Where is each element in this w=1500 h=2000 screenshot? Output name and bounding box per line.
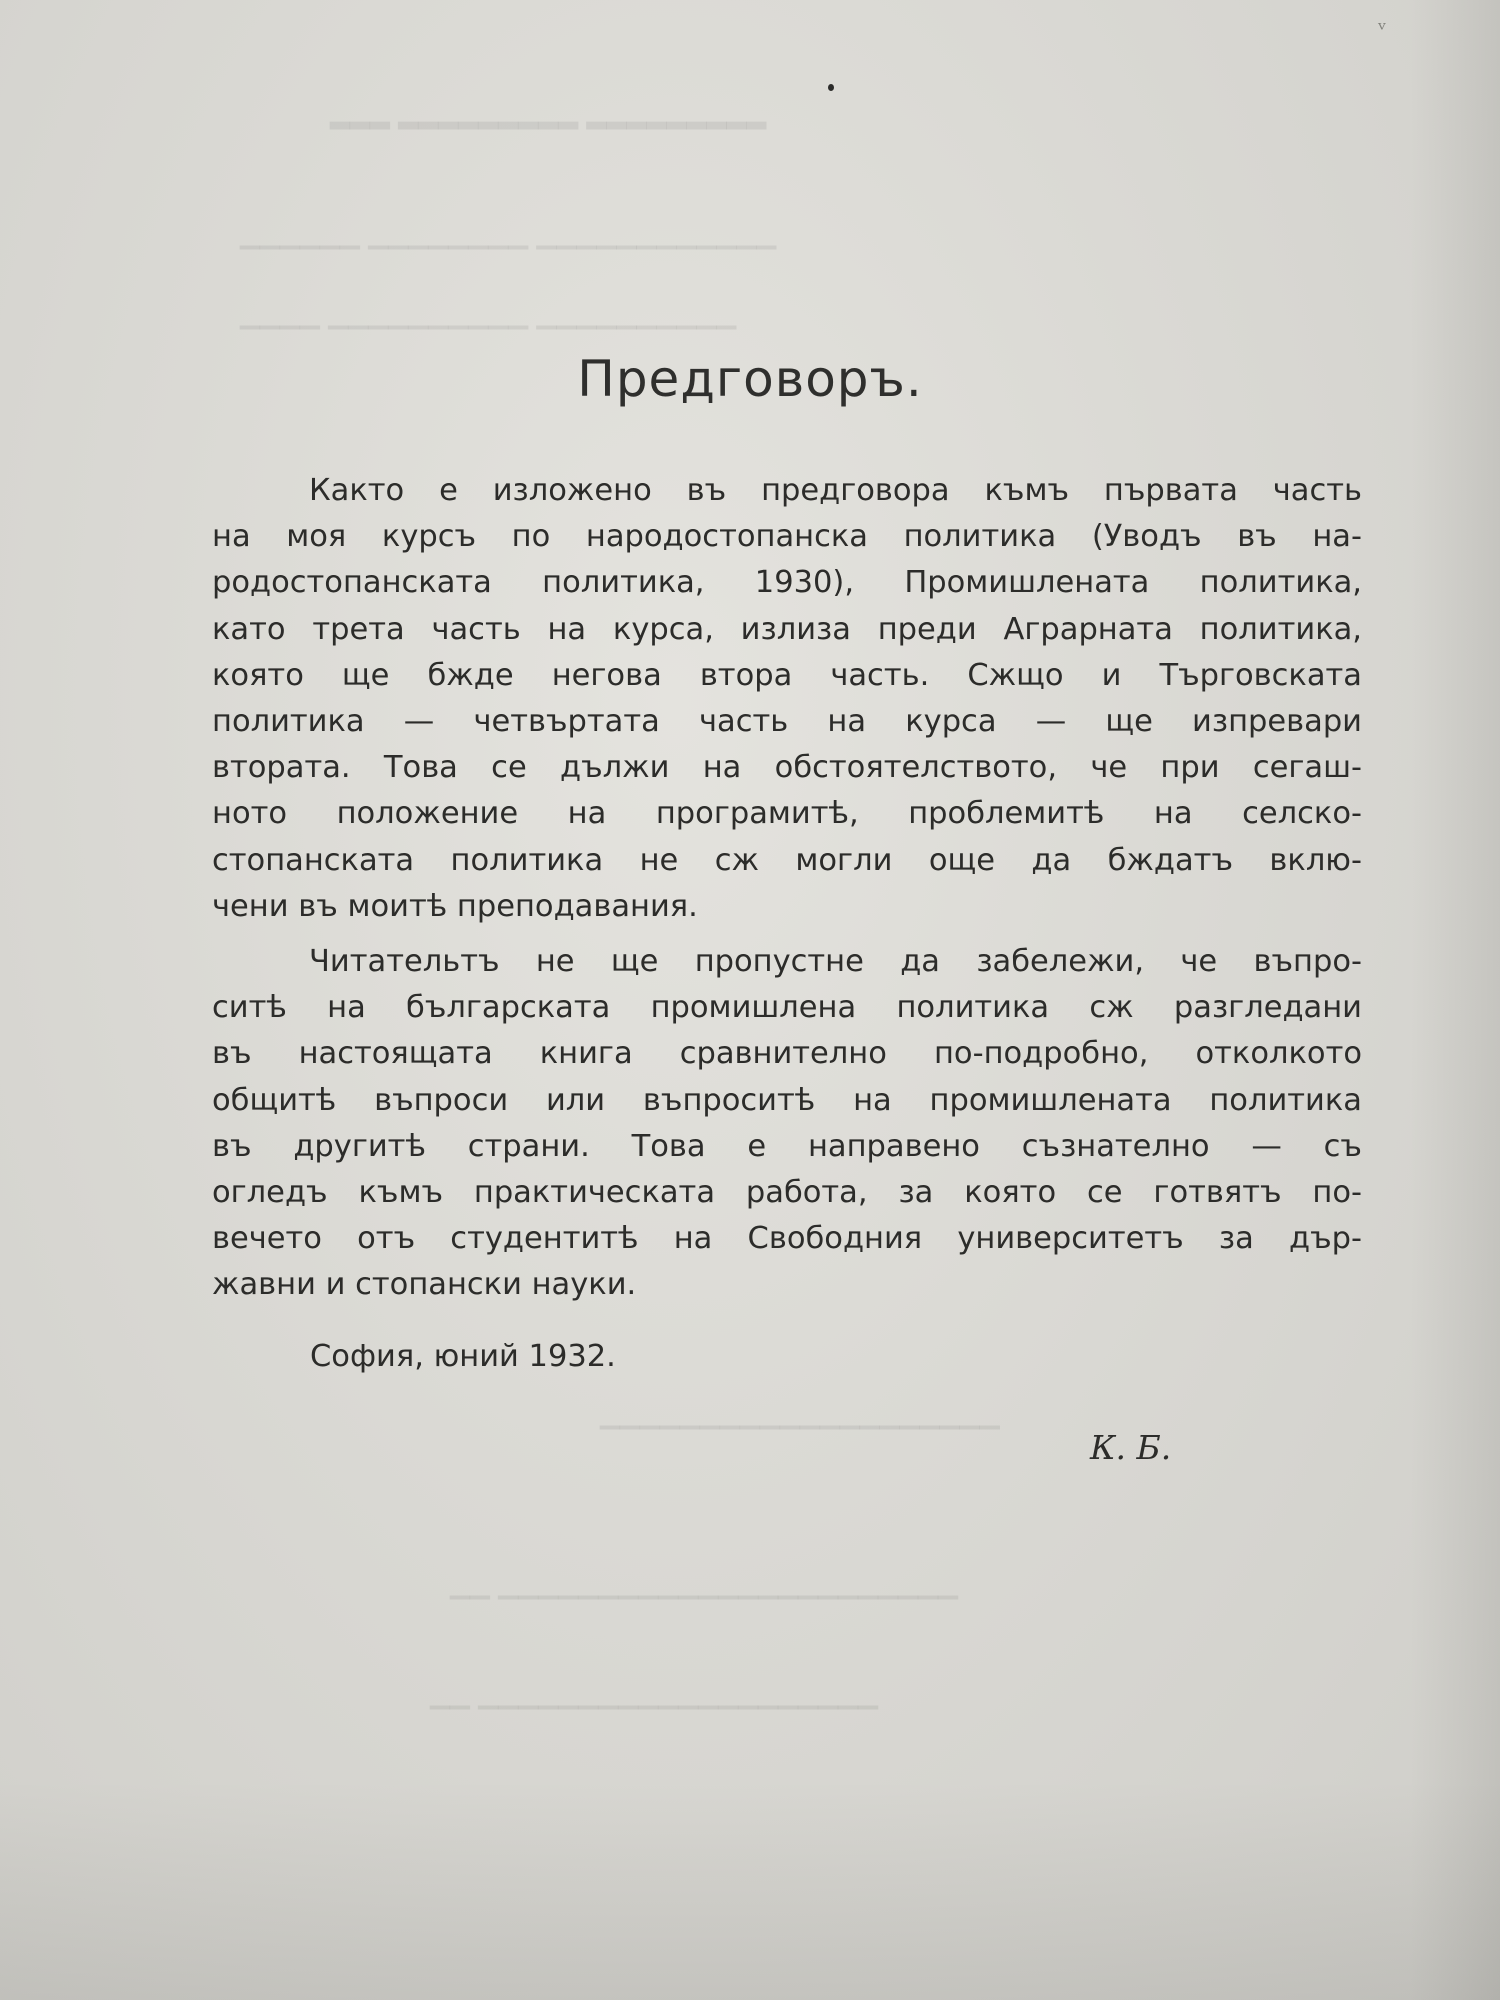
bleed-through-text: ▁▁▁▁▁▁ ▁▁▁▁▁▁▁▁ ▁▁▁▁▁▁▁▁▁▁▁▁ xyxy=(240,220,777,250)
text-line: родостопанската политика, 1930), Промишлената политика, xyxy=(212,565,1362,601)
text-line: стопанската политика не сж могли още да бждатъ вклю- xyxy=(212,842,1362,878)
text-line: втората. Това се дължи на обстоятелството, че при сегаш- xyxy=(212,750,1362,786)
text-line: въ другитѣ страни. Това е направено съзнателно — съ xyxy=(212,1128,1362,1164)
ink-speck xyxy=(828,84,834,91)
author-initials: К. Б. xyxy=(1090,1428,1172,1467)
preface-body xyxy=(212,468,1362,1309)
page-corner-mark: ᵛ xyxy=(1378,18,1387,43)
text-line: жавни и стопански науки. xyxy=(212,1267,637,1303)
page-edge-shadow xyxy=(1410,0,1500,2000)
text-line: политика — четвъртата часть на курса — ще изпревари xyxy=(212,704,1362,740)
text-line: ното положение на програмитѣ, проблемитѣ на селско- xyxy=(212,796,1362,832)
bleed-through-text: ▁▁ ▁▁▁▁▁▁▁▁▁▁▁▁▁▁▁▁▁▁▁▁▁▁▁ xyxy=(450,1570,959,1600)
text-line: въ настоящата книга сравнително по-подробно, отколкото xyxy=(212,1036,1362,1072)
text-line: като трета часть на курса, излиза преди Аграрната политика, xyxy=(212,611,1362,647)
text-line: чени въ моитѣ преподавания. xyxy=(212,888,698,924)
page-title: Предговоръ. xyxy=(577,350,923,408)
paragraph-1 xyxy=(212,468,1362,930)
text-line: ситѣ на българската промишлена политика сж разгледани xyxy=(212,990,1362,1026)
text-line: Както е изложено въ предговора къмъ първата часть xyxy=(309,473,1362,508)
text-line: огледъ къмъ практическата работа, за която се готвятъ по- xyxy=(212,1175,1362,1211)
bleed-through-text: ▁▁▁▁▁▁▁▁▁▁▁▁▁▁▁▁▁▁▁▁ xyxy=(600,1400,1000,1430)
text-line: общитѣ въпроси или въпроситѣ на промишлената политика xyxy=(212,1082,1362,1118)
bleed-through-text: ▂▂▂ ▂▂▂▂▂▂▂▂▂ ▂▂▂▂▂▂▂▂▂ xyxy=(330,100,767,130)
bleed-through-text: ▁▁▁▁ ▁▁▁▁▁▁▁▁▁▁ ▁▁▁▁▁▁▁▁▁▁ xyxy=(240,300,737,330)
place-and-date: София, юний 1932. xyxy=(310,1339,616,1374)
text-line: която ще бжде негова втора часть. Сжщо и Търговската xyxy=(212,657,1362,693)
text-line: на моя курсъ по народостопанска политика (Уводъ въ на- xyxy=(212,519,1362,555)
paragraph-2 xyxy=(212,939,1362,1309)
text-line: Читательтъ не ще пропустне да забележи, че въпро- xyxy=(309,944,1362,980)
page-bottom-shadow xyxy=(0,1780,1500,2000)
bleed-through-text: ▁▁ ▁▁▁▁▁▁▁▁▁▁▁▁▁▁▁▁▁▁▁▁ xyxy=(430,1680,879,1710)
text-line: вечето отъ студентитѣ на Свободния университетъ за дър- xyxy=(212,1221,1362,1257)
